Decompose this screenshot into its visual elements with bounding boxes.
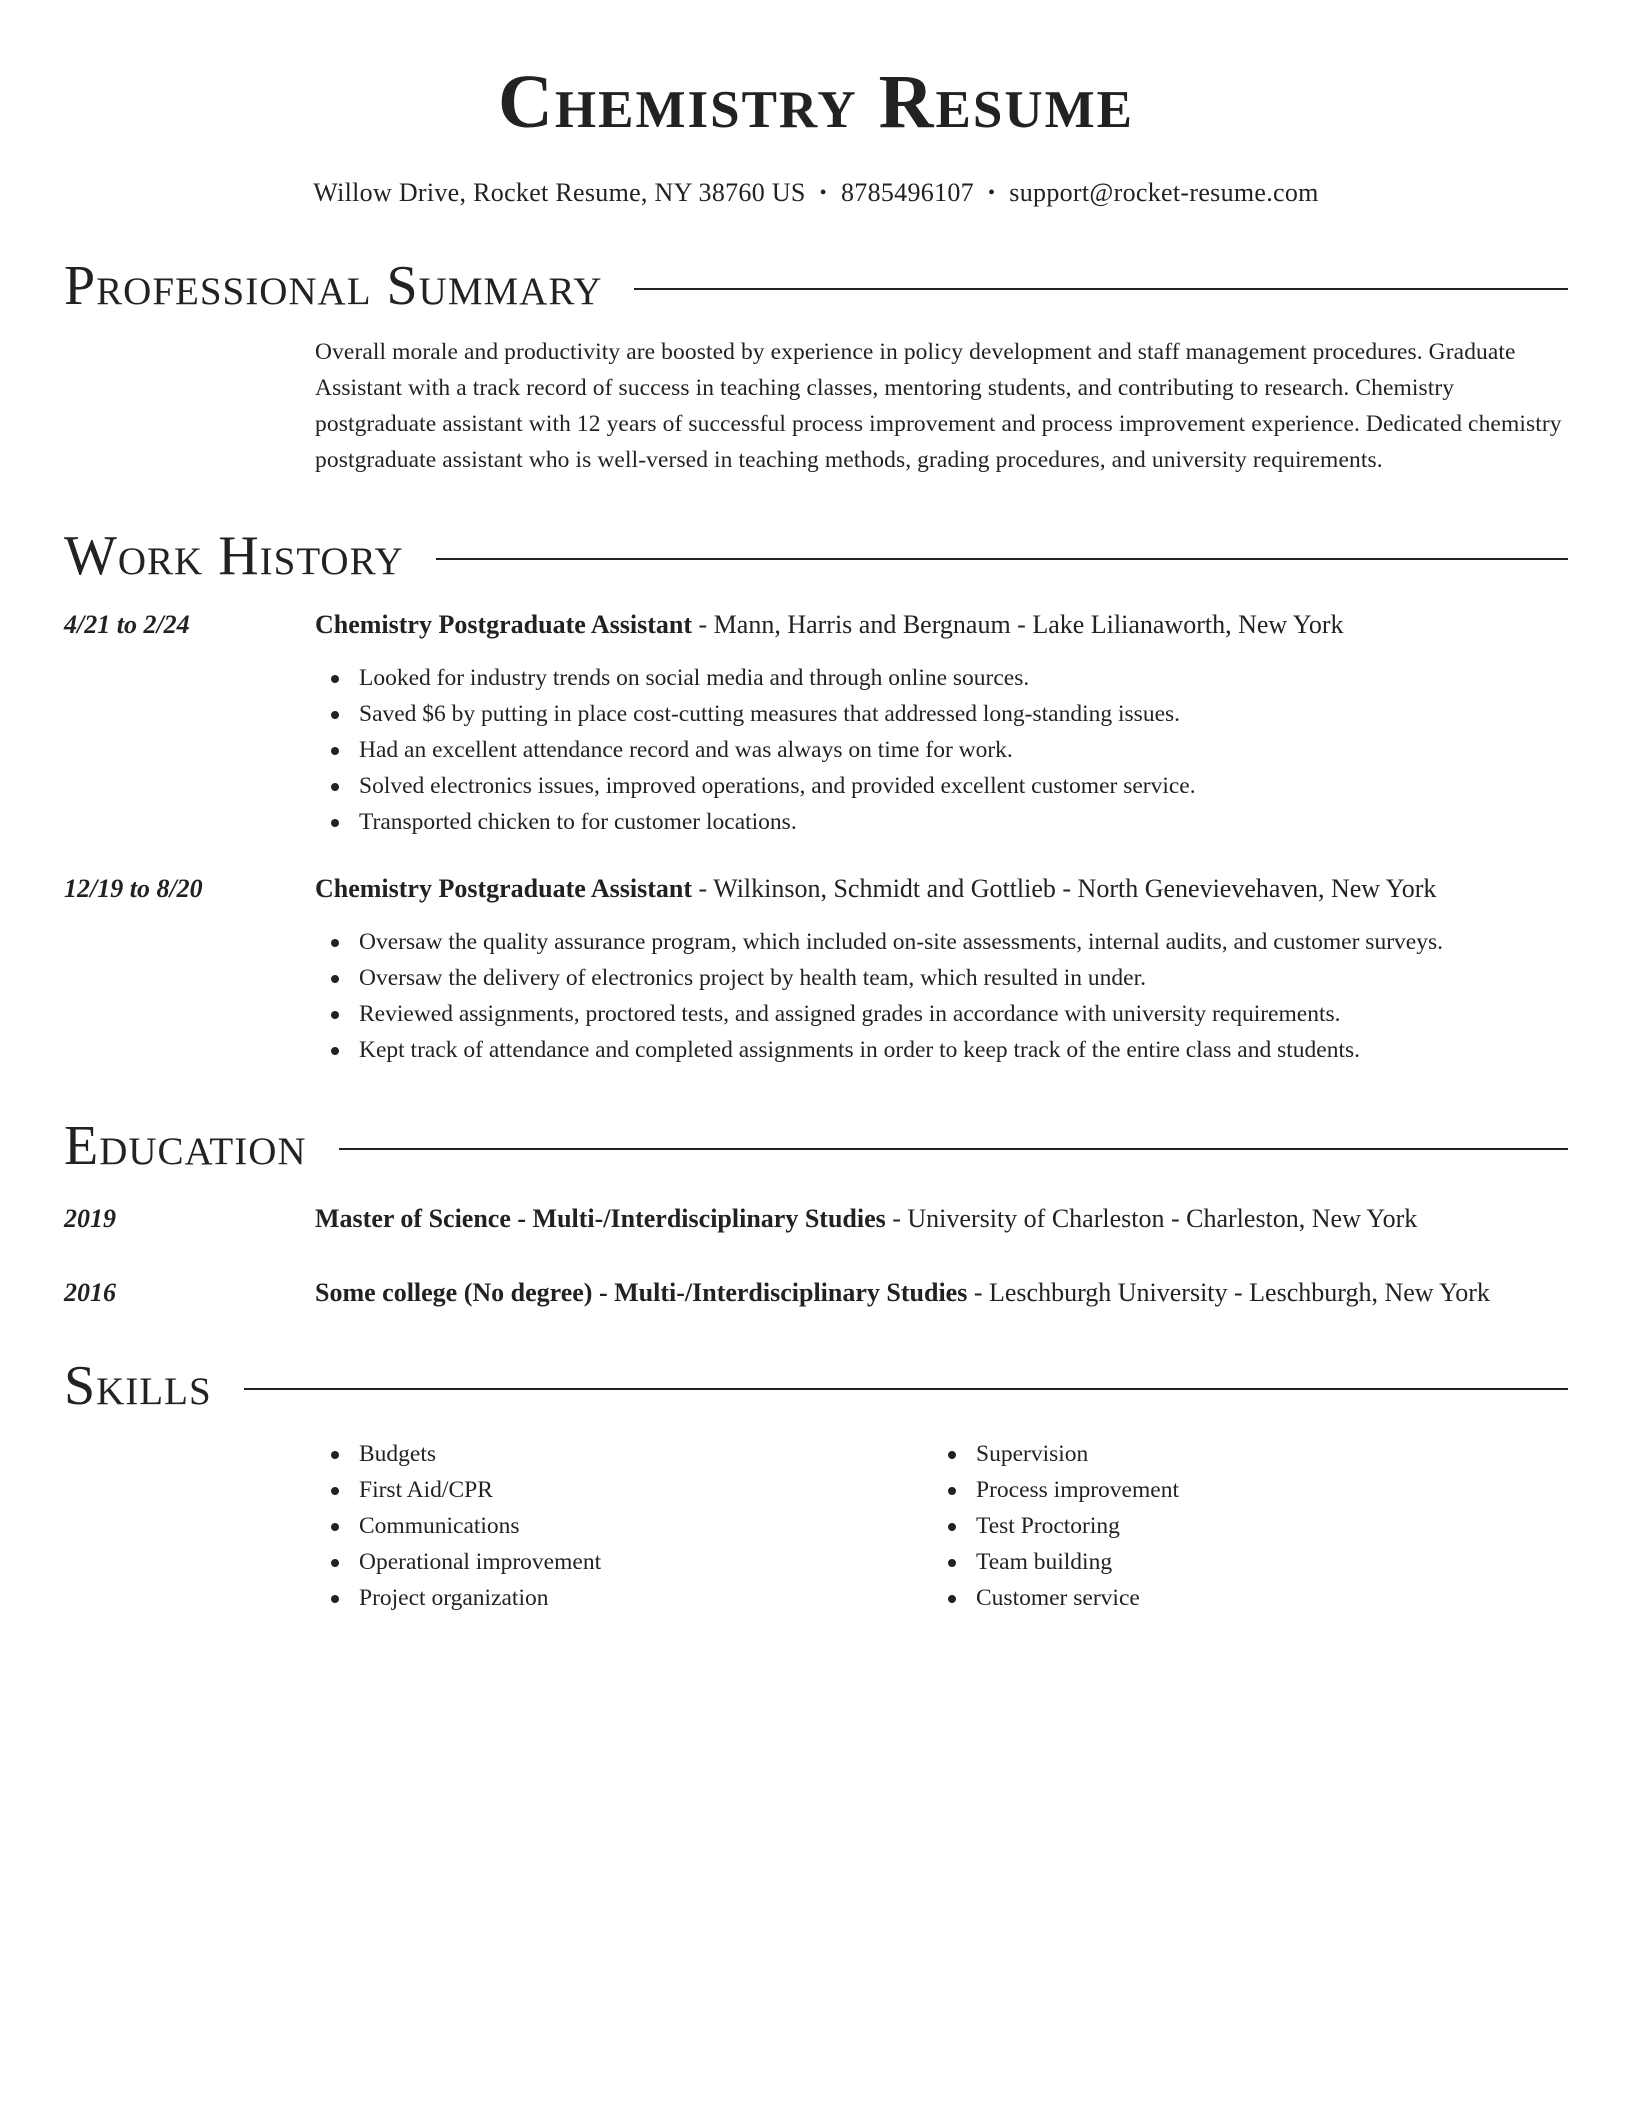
skill-item: Budgets — [315, 1436, 932, 1472]
job-title: Chemistry Postgraduate Assistant — [315, 874, 692, 903]
job-details: - Mann, Harris and Bergnaum - Lake Lilianaworth, New York — [692, 610, 1344, 639]
skill-item: First Aid/CPR — [315, 1472, 932, 1508]
education-section-header — [64, 1115, 1568, 1177]
skill-item: Operational improvement — [315, 1544, 932, 1580]
education-degree: Master of Science - Multi-/Interdisciplinary Studies — [315, 1204, 886, 1233]
section-divider — [436, 558, 1568, 560]
education-details: - University of Charleston - Charleston, New York — [885, 1204, 1418, 1233]
education-year: 2019 — [64, 1204, 116, 1233]
section-divider — [244, 1388, 1568, 1390]
job-bullet: Looked for industry trends on social media and through online sources. — [315, 660, 1568, 696]
summary-heading: Professional Summary — [64, 255, 603, 317]
skills-list — [315, 1436, 1568, 1616]
work-heading: Work History — [64, 525, 404, 587]
skill-item: Project organization — [315, 1580, 932, 1616]
resume-title: Chemistry Resume — [498, 60, 1134, 144]
summary-section-header — [64, 255, 1568, 317]
skill-item: Test Proctoring — [932, 1508, 1549, 1544]
section-divider — [634, 288, 1568, 290]
skill-item: Customer service — [932, 1580, 1549, 1616]
job-bullets — [315, 924, 1568, 1068]
education-details: - Leschburgh University - Leschburgh, New York — [967, 1278, 1490, 1307]
education-heading: Education — [64, 1115, 307, 1177]
job-info — [315, 874, 1436, 904]
job-details: - Wilkinson, Schmidt and Gottlieb - North Genevievehaven, New York — [692, 874, 1437, 903]
job-bullet: Transported chicken to for customer locations. — [315, 804, 1568, 840]
job-info — [315, 610, 1344, 640]
job-title: Chemistry Postgraduate Assistant — [315, 610, 692, 639]
job-entry — [64, 610, 1568, 840]
skill-item: Process improvement — [932, 1472, 1549, 1508]
job-entry — [64, 874, 1568, 1068]
contact-line — [64, 178, 1568, 208]
job-bullet: Reviewed assignments, proctored tests, and assigned grades in accordance with university requirements. — [315, 996, 1568, 1032]
contact-email: support@rocket-resume.com — [1009, 178, 1319, 207]
job-bullet: Had an excellent attendance record and was always on time for work. — [315, 732, 1568, 768]
job-bullet: Solved electronics issues, improved operations, and provided excellent customer service. — [315, 768, 1568, 804]
job-dates: 4/21 to 2/24 — [64, 610, 190, 639]
education-year: 2016 — [64, 1278, 116, 1307]
skill-item: Communications — [315, 1508, 932, 1544]
education-entry — [64, 1278, 1568, 1308]
skills-heading: Skills — [64, 1355, 212, 1417]
education-degree: Some college (No degree) - Multi-/Interdisciplinary Studies — [315, 1278, 968, 1307]
job-bullet: Oversaw the quality assurance program, which included on-site assessments, internal audits, and customer surveys. — [315, 924, 1568, 960]
job-bullet: Saved $6 by putting in place cost-cutting measures that addressed long-standing issues. — [315, 696, 1568, 732]
education-entry — [64, 1204, 1568, 1234]
skills-section-header — [64, 1355, 1568, 1417]
job-dates: 12/19 to 8/20 — [64, 874, 203, 903]
job-bullets — [315, 660, 1568, 840]
job-bullet: Oversaw the delivery of electronics project by health team, which resulted in under. — [315, 960, 1568, 996]
summary-text: Overall morale and productivity are boosted by experience in policy development and staff management procedures. Graduate Assistant with a track record of success in teaching classes, mentoring students, and contributing to research. Chemistry postgraduate assistant with 12 years of successful process improvement and process improvement experience. Dedicated chemistry postgraduate assistant who is well-versed in teaching methods, grading procedures, and university requirements. — [315, 339, 1562, 473]
work-section-header — [64, 525, 1568, 587]
contact-separator: • — [819, 182, 827, 204]
skill-item: Supervision — [932, 1436, 1549, 1472]
job-bullet: Kept track of attendance and completed assignments in order to keep track of the entire class and students. — [315, 1032, 1568, 1068]
skills-column-right — [932, 1436, 1549, 1616]
skills-column-left — [315, 1436, 932, 1616]
section-divider — [339, 1148, 1568, 1150]
education-info — [315, 1204, 1417, 1234]
contact-address: Willow Drive, Rocket Resume, NY 38760 US — [313, 178, 806, 207]
education-info — [315, 1278, 1490, 1308]
contact-separator: • — [987, 182, 996, 204]
contact-phone: 8785496107 — [840, 178, 974, 207]
resume-page — [64, 0, 1568, 1616]
skill-item: Team building — [932, 1544, 1549, 1580]
